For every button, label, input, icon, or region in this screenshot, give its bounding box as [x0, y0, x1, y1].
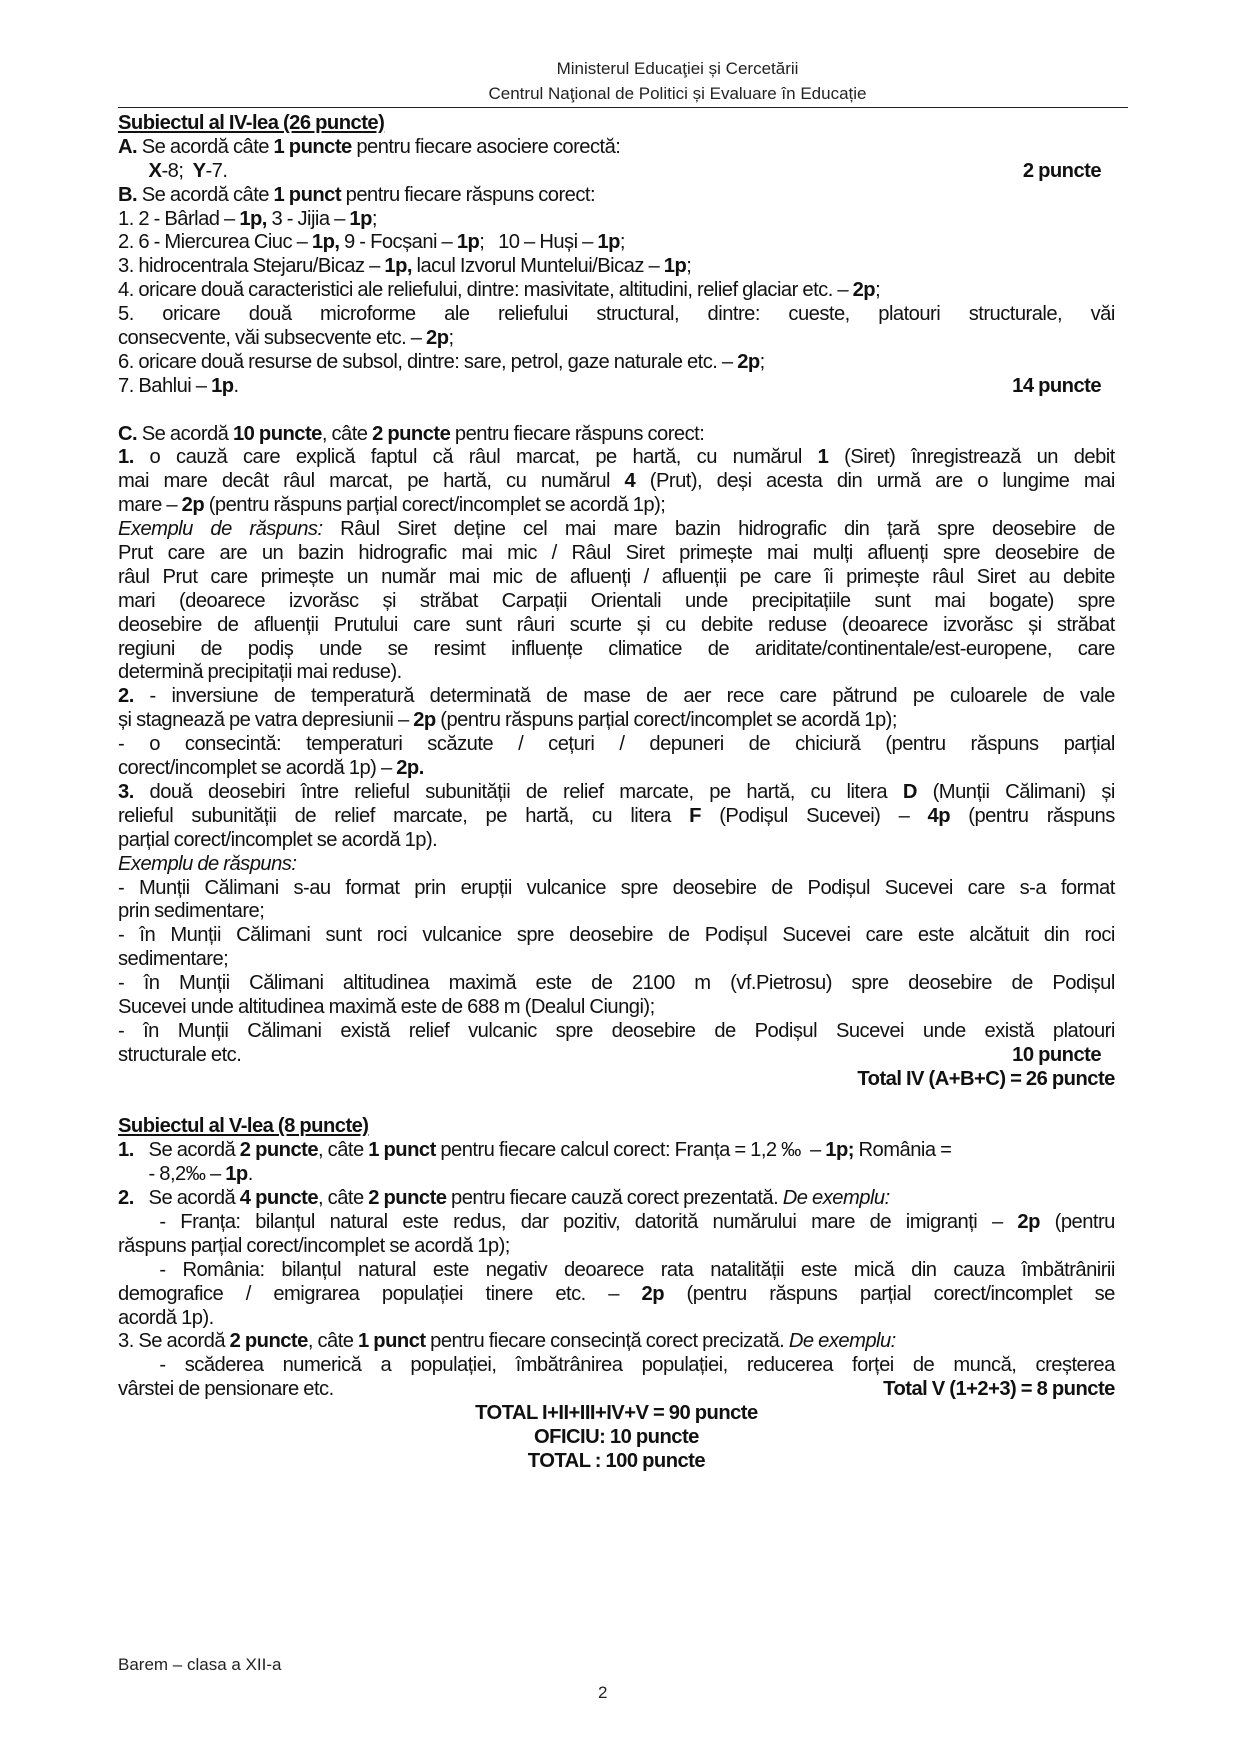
- part-a-score: 2 puncte: [1022, 158, 1102, 182]
- final-total: TOTAL : 100 puncte: [527, 1448, 706, 1472]
- section-title-subject-5: Subiectul al V-lea (8 puncte): [118, 1114, 369, 1138]
- part-a-intro: A. Se acordă câte 1 puncte pentru fiecare asociere corectă:: [118, 134, 621, 158]
- part-b-score: 14 puncte: [1012, 373, 1102, 397]
- part-c-intro: C. Se acordă 10 puncte, câte 2 puncte pentru fiecare răspuns corect:: [118, 421, 705, 445]
- part-c-q3: 3. două deosebiri între relieful subunității de relief marcate, pe hartă, cu litera D (Munții Călimani) și: [118, 779, 1115, 803]
- part-b-item-5: 5. oricare două microforme ale reliefului structural, dintre: cueste, platouri structurale, văi: [118, 302, 1115, 326]
- subject-5-total: Total V (1+2+3) = 8 puncte: [883, 1377, 1115, 1401]
- part-b-item-5-cont: consecvente, văi subsecvente etc. – 2p;: [118, 326, 454, 350]
- page-number: 2: [598, 1683, 608, 1702]
- subject-5-q3: 3. Se acordă 2 puncte, câte 1 punct pentru fiecare consecință corect precizată. De exemplu:: [118, 1329, 896, 1353]
- part-c-q3-example: Exemplu de răspuns:: [118, 851, 297, 875]
- header-center: Centrul Naţional de Politici și Evaluare în Educație: [488, 84, 867, 103]
- part-b-item-7: 7. Bahlui – 1p. 14 puncte: [118, 373, 1102, 397]
- subject-4-total: Total IV (A+B+C) = 26 puncte: [857, 1066, 1115, 1090]
- oficiu-points: OFICIU: 10 puncte: [533, 1424, 699, 1448]
- part-a-answers: X-8; Y-7. 2 puncte: [148, 158, 1102, 182]
- part-c-q2: 2. - inversiune de temperatură determinată de mase de aer rece care pătrund pe culoarele de vale: [118, 684, 1115, 708]
- part-b-intro: B. Se acordă câte 1 punct pentru fiecare răspuns corect:: [118, 182, 596, 206]
- header-divider: [118, 107, 1128, 108]
- part-c-q1-example: Exemplu de răspuns: Râul Siret deține cel mai mare bazin hidrografic din țară spre deosebire de: [118, 517, 1115, 541]
- header-ministry: Ministerul Educaţiei și Cercetării: [556, 59, 799, 78]
- document-body: Subiectul al IV-lea (26 puncte) A. Se acordă câte 1 puncte pentru fiecare asociere corectă: X-8; Y-7. 2 puncte B. Se acordă câte 1 punct pentru fiecare răspuns corect: 1. 2 - Bârlad – 1p, 3 - Jijia – 1p; 2. 6 - Miercurea Ciuc – 1p, 9 - Focșani – 1p; 10 – Huși – 1p; 3. hidrocentrala Stejaru/Bicaz – 1p, lacul Izvorul Muntelui/Bicaz – 1p; 4. oricare două caracteristici ale reliefului, dintre: masivitate, altitudini, relief glaciar etc. – 2p; 5. oricare două microforme ale reliefului structural, dintre: cueste, platouri structurale, văi consecvente, văi subsecvente etc. – 2p; 6. oricare două resurse de subsol, dintre: sare, petrol, gaze naturale etc. – 2p; 7. Bahlui – 1p. 14 puncte C. Se acordă 10 puncte, câte 2 puncte pentru fiecare răspuns corect: 1. o cauză care explică faptul că râul marcat, pe hartă, cu numărul 1 (Siret) înregistrează un debit mai mare decât râul marcat, pe hartă, cu numărul 4 (Prut), deși acesta din urmă are o lungime mai mare – 2p (pentru răspuns parțial corect/incomplet se acordă 1p); Exemplu de răspuns: Râul Siret deține cel mai mare bazin hidrografic din țară spre deosebire de Prut care are un bazin hidrografic mai mic / Râul Siret primește mai mulți afluenți spre deosebire de râul Prut care primește un număr mai mic de afluenți / afluenții pe care îi primește râul Siret au debite mari (deoarece izvorăsc și străbat Carpații Orientali unde precipitațiile sunt mai bogate) spre deosebire de afluenții Prutului care sunt râuri scurte și cu debite reduse (deoarece izvorăsc și străbat regiuni de podiș unde se resimt influențe climatice de ariditate/continentale/est-europene, care determină precipitații mai reduse). 2. - inversiune de temperatură determinată de mase de aer rece care pătrund pe culoarele de vale și stagnează pe vatra depresiunii – 2p (pentru răspuns parțial corect/incomplet se acordă 1p); - o consecintă: temperaturi scăzute / cețuri / depuneri de chiciură (pentru răspuns parțial corect/incomplet se acordă 1p) – 2p. 3. două deosebiri între relieful subunității de relief marcate, pe hartă, cu litera D (Munții Călimani) și relieful subunității de relief marcate, pe hartă, cu litera F (Podișul Sucevei) – 4p (pentru răspuns parțial corect/incomplet se acordă 1p). Exemplu de răspuns: - Munții Călimani s-au format prin erupții vulcanice spre deosebire de Podișul Sucevei care s-a format prin sedimentare; - în Munții Călimani sunt roci vulcanice spre deosebire de Podișul Sucevei care este alcătuit din roci sedimentare; - în Munții Călimani altitudinea maximă este de 2100 m (vf.Pietrosu) spre deosebire de Podișul Sucevei unde altitudinea maximă este de 688 m (Dealul Ciungi); - în Munții Călimani există relief vulcanic spre deosebire de Podișul Sucevei unde există platouri structurale etc. 10 puncte Total IV (A+B+C) = 26 puncte Subiectul al V-lea (8 puncte) 1. Se acordă 2 puncte, câte 1 punct pentru fiecare calcul corect: Franța = 1,2 ‰ – 1p; România = - 8,2‰ – 1p. 2. Se acordă 4 puncte, câte 2 puncte pentru fiecare cauză corect prezentată. De exemplu: - Franța: bilanțul natural este redus, dar pozitiv, datorită numărului mare de imigranți – 2p (pentru răspuns parțial corect/incomplet se acordă 1p); - România: bilanțul natural este negativ deoarece rata natalității este mică din cauza îmbătrânirii demografice / emigrarea populației tinere etc. – 2p (pentru răspuns parțial corect/incomplet se acordă 1p). 3. Se acordă 2 puncte, câte 1 punct pentru fiecare consecință corect precizată. De exemplu: - scăderea numerică a populației, îmbătrânirea populației, reducerea forței de muncă, creșterea vârstei de pensionare etc. Total V (1+2+3) = 8 puncte TOTAL I+II+III+IV+V = 90 puncte OFICIU: 10 puncte TOTAL : 100 puncte: [118, 111, 1115, 1472]
- subject-5-q1: 1. Se acordă 2 puncte, câte 1 punct pentru fiecare calcul corect: Franța = 1,2 ‰ – 1p; România =: [118, 1138, 952, 1162]
- part-c-score: 10 puncte: [1012, 1042, 1102, 1066]
- part-b-item-3: 3. hidrocentrala Stejaru/Bicaz – 1p, lacul Izvorul Muntelui/Bicaz – 1p;: [118, 254, 692, 278]
- part-b-item-1: 1. 2 - Bârlad – 1p, 3 - Jijia – 1p;: [118, 206, 377, 230]
- part-b-item-4: 4. oricare două caracteristici ale reliefului, dintre: masivitate, altitudini, relief glaciar etc. – 2p;: [118, 278, 881, 302]
- subject-5-q2: 2. Se acordă 4 puncte, câte 2 puncte pentru fiecare cauză corect prezentată. De exemplu:: [118, 1186, 890, 1210]
- footer-label: Barem – clasa a XII-a: [118, 1655, 282, 1674]
- part-b-item-6: 6. oricare două resurse de subsol, dintre: sare, petrol, gaze naturale etc. – 2p;: [118, 349, 765, 373]
- part-b-item-2: 2. 6 - Miercurea Ciuc – 1p, 9 - Focșani – 1p; 10 – Huși – 1p;: [118, 230, 625, 254]
- part-c-q1: 1. o cauză care explică faptul că râul marcat, pe hartă, cu numărul 1 (Siret) înregistrează un debit: [118, 445, 1115, 469]
- section-title-subject-4: Subiectul al IV-lea (26 puncte): [118, 111, 385, 134]
- grand-total: TOTAL I+II+III+IV+V = 90 puncte: [475, 1401, 758, 1425]
